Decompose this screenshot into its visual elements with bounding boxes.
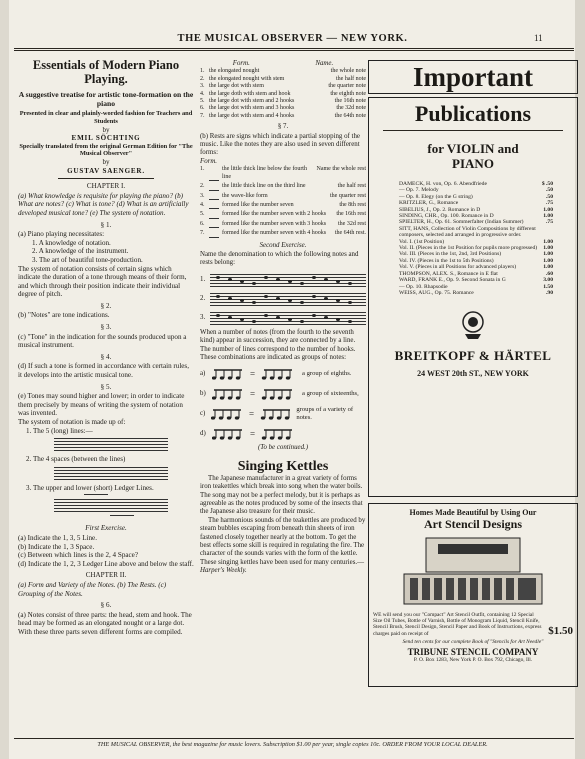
note-description: the elongated nought with stem bbox=[209, 75, 285, 82]
chapter-intro: (a) What knowledge is requisite for playing the piano? (b) What are notes? (c) What is tone? (d) What is an artificially developed musical tone? (e) The system of notation. bbox=[18, 191, 189, 217]
publication-title: WARD, FRANK E., Op. 9. Second Sonata in G bbox=[399, 277, 506, 284]
rest-description: formed like the number seven with 3 hooks bbox=[222, 220, 327, 227]
section-heading: § 2. bbox=[100, 301, 112, 310]
stencil-ad-text: WE will send you our "Compact" Art Stencil Outfit, containing 12 Special Size Oil Tubes, Bottle of Varnish, Bottle of Monogram Liquid, Stencil Knife, Stencil Brush, Stencil Design, Stencil Paper and Book of Instructions, express charges paid on receipt of bbox=[373, 612, 542, 637]
svg-text:=: = bbox=[250, 429, 256, 440]
rest-description: formed like the number seven bbox=[222, 201, 294, 208]
publication-list bbox=[399, 181, 553, 296]
svg-text:=: = bbox=[250, 369, 256, 380]
footer: THE MUSICAL OBSERVER, the best magazine for music lovers. Subscription $1.00 per year, single copies 10c. ORDER FROM YOUR LOCAL DEALER. bbox=[97, 741, 488, 748]
translator: GUSTAV SAENGER. bbox=[67, 166, 145, 175]
rest-description: the wave-like form bbox=[222, 192, 268, 199]
exercise-staff bbox=[210, 273, 366, 287]
note-group-label: a) bbox=[200, 370, 206, 378]
staff-spaces-figure bbox=[54, 466, 168, 480]
chapter-heading: CHAPTER II. bbox=[85, 571, 127, 580]
note-number: 5. bbox=[200, 98, 205, 105]
rest-form-row bbox=[200, 166, 366, 181]
publication-price: 1.00 bbox=[543, 245, 553, 252]
section-text: (d) If such a tone is formed in accordance with certain rules, it develops into the artistic musical tone. bbox=[18, 362, 189, 380]
publication-price: .50 bbox=[546, 193, 553, 200]
rest-number: 5. bbox=[200, 211, 205, 218]
ad-column bbox=[368, 60, 578, 687]
article-presented: Presented in clear and plainly-worded fashion for Teachers and Students bbox=[19, 110, 193, 125]
rest-name: the 16th rest bbox=[336, 211, 366, 218]
stencil-ad-send: Send ten cents for our complete Book of "Stencils for Art Needle" bbox=[402, 638, 544, 645]
note-name: the whole note bbox=[330, 68, 366, 75]
note-group-glyph bbox=[211, 407, 290, 421]
stencil-outfit-image bbox=[398, 536, 548, 608]
exercise-item: (c) Between which lines is the 2, 4 Space? bbox=[18, 551, 138, 560]
note-group-caption: a group of sixteenths, bbox=[302, 390, 359, 398]
form-heading: Form. bbox=[200, 157, 218, 165]
publication-item bbox=[399, 226, 553, 239]
note-groups-figure bbox=[200, 366, 366, 442]
name-heading: Name. bbox=[315, 60, 334, 67]
note-form-row bbox=[200, 68, 366, 75]
publication-price: 1.00 bbox=[543, 206, 553, 213]
stencil-ad-price: $1.50 bbox=[548, 624, 573, 637]
note-description: the elongated nought bbox=[209, 68, 260, 75]
note-name: the half note bbox=[336, 75, 366, 82]
chapter-intro: (a) Form and Variety of the Notes. (b) The Rests. (c) Grouping of the Notes. bbox=[18, 580, 167, 598]
exercise-staff bbox=[210, 292, 366, 306]
note-number: 7. bbox=[200, 112, 205, 119]
rest-form-row bbox=[200, 193, 366, 200]
publications-title: Publications bbox=[414, 101, 532, 126]
list-item: 3. The art of beautiful tone-production. bbox=[32, 255, 143, 264]
publication-title: THOMPSON, ALEX. S., Romance in E flat bbox=[399, 270, 498, 277]
rest-symbol bbox=[209, 193, 219, 200]
note-description: the large dot with stem and 3 hooks bbox=[209, 105, 295, 112]
publication-price: 1.50 bbox=[543, 283, 553, 290]
group-text: When a number of notes (from the fourth to the seventh kind) appear in succession, they are connected by a line. The number of lines correspond to the number of hooks. These combinations are indicated as groups of notes: bbox=[200, 328, 356, 361]
note-name: the 32d note bbox=[336, 105, 366, 112]
to-be-continued: (To be continued.) bbox=[257, 444, 309, 452]
publication-title: DAMECK, H. von, Op. 6. Abendfriede bbox=[399, 181, 487, 187]
rest-number: 3. bbox=[200, 192, 205, 199]
important-banner: Important bbox=[368, 60, 578, 94]
header-rule-2 bbox=[14, 50, 574, 51]
publication-price: 1.00 bbox=[543, 257, 553, 264]
publication-title: — Op. 10. Rhapsodie bbox=[399, 283, 448, 290]
section-heading: § 4. bbox=[100, 352, 112, 361]
section-text: (b) "Notes" are tone indications. bbox=[18, 311, 110, 320]
left-page-edge bbox=[0, 0, 9, 759]
exercise-heading: Second Exercise. bbox=[259, 241, 307, 249]
exercise-item: (b) Indicate the 1, 3 Space. bbox=[18, 542, 95, 551]
note-number: 2. bbox=[200, 75, 205, 82]
note-name: the quarter note bbox=[328, 83, 366, 90]
publication-title: Vol. III. (Pieces in the 1st, 2nd, 3rd Positions) bbox=[399, 251, 502, 258]
staff-caption: 3. The upper and lower (short) Ledger Lines. bbox=[26, 483, 154, 492]
note-name: the 16th note bbox=[334, 98, 366, 105]
publication-price: .75 bbox=[546, 219, 553, 226]
publication-title: SPIELTER, H., Op. 61. Sommerfalter (Indian Summer) bbox=[399, 219, 524, 226]
note-group-glyph bbox=[212, 387, 296, 401]
violin-piano-heading: for VIOLIN and PIANO bbox=[427, 141, 519, 171]
rest-description: the little thick line on the third line bbox=[222, 183, 306, 190]
rest-form-row bbox=[200, 221, 366, 228]
note-number: 4. bbox=[200, 90, 205, 97]
note-form-row bbox=[200, 83, 366, 90]
kettles-source: Harper's Weekly. bbox=[200, 567, 247, 575]
divider bbox=[58, 178, 154, 179]
exercise-staffs bbox=[200, 273, 366, 325]
publication-price: .60 bbox=[546, 270, 553, 277]
footer-rule bbox=[14, 738, 574, 739]
publication-title: Vol. V. (Pieces in all Positions for advanced players) bbox=[399, 264, 517, 271]
exercise-staff-number: 1. bbox=[200, 275, 206, 283]
note-number: 1. bbox=[200, 68, 205, 75]
publication-price: .50 bbox=[546, 187, 553, 194]
section-heading: § 6. bbox=[100, 601, 112, 610]
rest-symbol bbox=[209, 211, 219, 218]
list-item: 2. A knowledge of the instrument. bbox=[32, 247, 129, 256]
section-text: The system of notation consists of certain signs which indicate the duration of a tone through means of their form, and which through their position indicate their individual degree of pitch. bbox=[18, 264, 187, 299]
author: EMIL SÖCHTING bbox=[71, 134, 141, 143]
exercise-item: (a) Indicate the 1, 3, 5 Line. bbox=[18, 533, 97, 542]
publication-price: .90 bbox=[546, 289, 553, 296]
exercise-item: (d) Indicate the 1, 2, 3 Ledger Line above and below the staff. bbox=[18, 559, 194, 568]
publication-price: 1.00 bbox=[543, 238, 553, 245]
publication-title: Vol. I. (1st Position) bbox=[399, 238, 445, 245]
note-group-caption: a group of eighths. bbox=[302, 370, 352, 378]
note-description: the large dot with stem and 4 hooks bbox=[209, 112, 295, 119]
exercise-staff-row bbox=[200, 292, 366, 306]
section-heading: § 3. bbox=[100, 323, 112, 332]
note-form-row bbox=[200, 113, 366, 120]
section-text: The system of notation is made up of: bbox=[18, 418, 126, 426]
form-heading: Form. bbox=[232, 60, 250, 67]
note-group-caption: groups of a variety of notes. bbox=[296, 405, 354, 422]
publication-price: 1.00 bbox=[543, 251, 553, 258]
rest-forms-list bbox=[200, 166, 366, 237]
rest-symbol bbox=[209, 230, 219, 237]
ledger-lines-figure bbox=[54, 494, 168, 516]
note-group-row bbox=[200, 426, 366, 442]
header-rule bbox=[14, 48, 574, 49]
rest-name: Name the whole rest bbox=[316, 166, 366, 173]
rest-description: formed like the number seven with 4 hooks bbox=[222, 230, 327, 237]
publication-title: Vol. IV. (Pieces in the 1st to 5th Positions) bbox=[399, 257, 494, 264]
list-item: 1. A knowledge of notation. bbox=[32, 238, 111, 247]
breitkopf-address: 24 WEST 20th ST., NEW YORK bbox=[417, 369, 529, 379]
publication-title: SIBELIUS, J., Op. 2. Romance in D bbox=[399, 206, 481, 213]
note-name: the eighth note bbox=[330, 90, 366, 97]
publication-price: .75 bbox=[546, 200, 553, 207]
stencil-ad-head: Homes Made Beautiful by Using Our bbox=[409, 508, 537, 517]
section-text: (a) Piano playing necessitates: bbox=[18, 230, 105, 239]
rest-symbol bbox=[209, 166, 219, 181]
rest-symbol bbox=[209, 183, 219, 190]
stencil-company: TRIBUNE STENCIL COMPANY bbox=[407, 646, 539, 657]
rest-name: the half rest bbox=[337, 183, 366, 190]
note-description: the large doth with stem and hook bbox=[209, 90, 291, 97]
section-text: (b) Rests are signs which indicate a partial stopping of the music. Like the notes they are also used in seven different forms: bbox=[200, 132, 360, 157]
section-text: (c) "Tone" in the indication for the sounds produced upon a musical instrument. bbox=[18, 332, 187, 350]
rest-number: 7. bbox=[200, 230, 205, 237]
publication-price: 3.00 bbox=[543, 277, 553, 284]
section-heading: § 7. bbox=[277, 123, 289, 131]
note-form-row bbox=[200, 105, 366, 112]
note-group-row bbox=[200, 406, 366, 422]
kettles-paragraph: The Japanese manufacturer in a great variety of forms iron teakettles which break into song when the water boils. The song may not be a perfect melody, but it is perhaps as agreeable as the notes produced by some of the insects that the Japanese also treasure for their music. bbox=[200, 474, 363, 516]
rest-name: the 8th rest bbox=[339, 201, 366, 208]
publication-title: — Op. 7. Melody bbox=[399, 187, 439, 194]
section-heading: § 5. bbox=[100, 382, 112, 391]
kettles-paragraph: The harmonious sounds of the teakettles are produced by steam bubbles escaping from beneath thin sheets of iron fastened closely together nearly at the bottom. To get the best effects some skill is required in regulating the fire. The character of the sounds varies with the form of the kettle. These singing kettles have been used for many centuries.— bbox=[200, 516, 366, 566]
exercise-text: Name the denomination to which the following notes and rests belong: bbox=[200, 250, 359, 267]
exercise-staff-number: 3. bbox=[200, 313, 206, 321]
rest-form-row bbox=[200, 202, 366, 209]
rest-description: the little thick line below the fourth line bbox=[222, 166, 307, 180]
running-header: THE MUSICAL OBSERVER — NEW YORK. bbox=[177, 33, 408, 44]
stencil-ad-title: Art Stencil Designs bbox=[424, 517, 522, 531]
stencil-ad bbox=[368, 503, 578, 687]
note-group-label: d) bbox=[200, 430, 206, 438]
breitkopf-name: BREITKOPF & HÄRTEL bbox=[394, 348, 552, 364]
note-description: the large dot with stem bbox=[209, 83, 264, 90]
note-forms-list bbox=[200, 68, 366, 120]
note-number: 3. bbox=[200, 83, 205, 90]
note-group-row bbox=[200, 366, 366, 382]
rest-number: 1. bbox=[200, 166, 205, 173]
section-text: (a) Notes consist of three parts: the head, stem and hook. The head may be formed as an elongated nought or a large dot. With these three parts seven different forms are compiled. bbox=[18, 610, 192, 636]
note-group-label: b) bbox=[200, 390, 206, 398]
publication-price: 1.00 bbox=[543, 264, 553, 271]
rest-name: the quarter rest bbox=[330, 192, 366, 199]
publication-title: KRITZLER, G., Romance bbox=[399, 200, 459, 207]
svg-text:=: = bbox=[249, 409, 255, 420]
staff-caption: 1. The 5 (long) lines:— bbox=[26, 426, 93, 435]
publication-title: SINDING, CHR., Op. 100. Romance in D bbox=[399, 213, 494, 220]
publisher-emblem bbox=[460, 310, 486, 340]
stencil-company-address: P. O. Box 1283, New York P. O. Box 792, Chicago, Ill. bbox=[413, 656, 533, 663]
rest-symbol bbox=[209, 221, 219, 228]
rest-form-row bbox=[200, 183, 366, 190]
section-text: (e) Tones may sound higher and lower; in order to indicate them precisely by means of writing the system of notation was invented. bbox=[18, 392, 185, 418]
translation-note: Specially translated from the original German Edition for "The Musical Observer" bbox=[19, 142, 193, 158]
publication-price: 1.00 bbox=[543, 213, 553, 220]
section-heading: § 1. bbox=[100, 220, 112, 229]
note-form-row bbox=[200, 98, 366, 105]
publication-price: $ .50 bbox=[541, 181, 553, 187]
exercise-staff-row bbox=[200, 311, 366, 325]
exercise-staff bbox=[210, 311, 366, 325]
exercise-staff-row bbox=[200, 273, 366, 287]
kettles-title: Singing Kettles bbox=[237, 458, 329, 474]
note-name: the 64th note bbox=[334, 112, 366, 119]
rest-description: formed like the number seven with 2 hooks bbox=[222, 211, 327, 218]
note-form-row bbox=[200, 76, 366, 83]
rest-number: 6. bbox=[200, 220, 205, 227]
page-number: 11 bbox=[534, 33, 543, 43]
exercise-staff-number: 2. bbox=[200, 294, 206, 302]
rest-number: 4. bbox=[200, 201, 205, 208]
publication-title: WEISS, AUG., Op. 75. Romance bbox=[399, 289, 474, 296]
note-group-label: c) bbox=[200, 410, 206, 418]
svg-text:=: = bbox=[250, 389, 256, 400]
publication-item bbox=[399, 290, 553, 296]
by-label: by bbox=[102, 125, 110, 134]
note-group-glyph bbox=[212, 367, 296, 381]
exercise-heading: First Exercise. bbox=[85, 524, 127, 533]
publication-title: SITT, HANS, Collection of Violin Compositions by different composers, selected and arranged in progressive order. bbox=[399, 225, 536, 239]
note-number: 6. bbox=[200, 105, 205, 112]
note-group-glyph bbox=[212, 427, 296, 441]
note-description: the large dot with stem and 2 hooks bbox=[209, 98, 295, 105]
middle-column bbox=[200, 60, 366, 576]
rest-name: the 32d rest bbox=[338, 220, 366, 227]
staff-caption: 2. The 4 spaces (between the lines) bbox=[26, 455, 126, 464]
publication-title: Vol. II. (Pieces in the 1st Position for pupils more progressed) bbox=[399, 245, 538, 252]
publications-ad bbox=[368, 97, 578, 497]
article-subtitle: A suggestive treatise for artistic tone-formation on the piano bbox=[18, 90, 194, 108]
note-group-row bbox=[200, 386, 366, 402]
rest-name: the 64th rest. bbox=[334, 230, 366, 237]
rest-form-row bbox=[200, 230, 366, 237]
article-column bbox=[18, 58, 194, 637]
publication-title: — Op. 8. Elegy (on the G string) bbox=[399, 193, 473, 200]
staff-lines-figure bbox=[54, 437, 168, 451]
note-form-row bbox=[200, 91, 366, 98]
rest-number: 2. bbox=[200, 183, 205, 190]
chapter-heading: CHAPTER I. bbox=[86, 182, 126, 191]
rest-form-row bbox=[200, 211, 366, 218]
article-title: Essentials of Modern Piano Playing. bbox=[32, 58, 180, 86]
rest-symbol bbox=[209, 202, 219, 209]
by-label-2: by bbox=[102, 157, 110, 166]
